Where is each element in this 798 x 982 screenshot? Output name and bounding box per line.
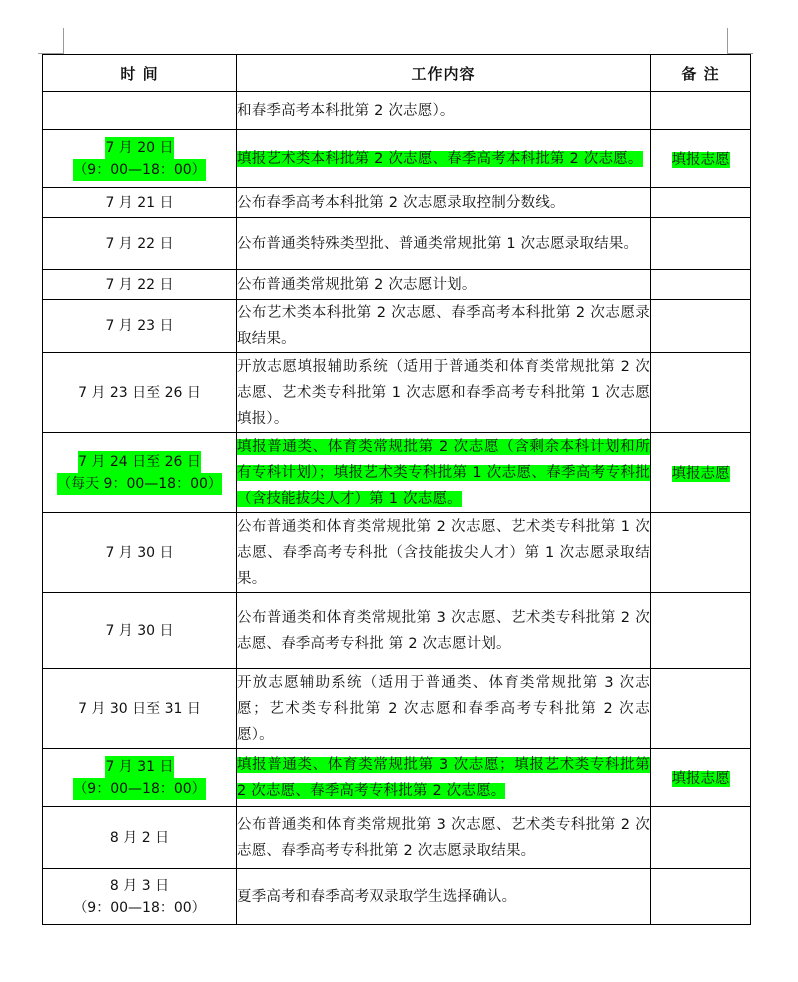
time-text: 8 月 3 日	[109, 877, 170, 894]
note-cell	[651, 593, 751, 669]
content-text: 公布普通类特殊类型批、普通类常规批第 1 次志愿录取结果。	[237, 235, 639, 252]
time-text: 7 月 21 日	[105, 194, 174, 211]
time-text: 7 月 22 日	[105, 276, 174, 293]
time-text: 7 月 22 日	[105, 235, 174, 252]
header-time: 时 间	[43, 55, 237, 92]
time-cell	[43, 669, 237, 749]
schedule-table	[42, 54, 751, 925]
content-text: 公布普通类和体育类常规批第 2 次志愿、艺术类专科批第 1 次志愿、春季高考专科批（含技能拔尖人才）第 1 次志愿录取结果。	[237, 518, 650, 587]
time-cell	[43, 593, 237, 669]
time-text: 7 月 30 日	[105, 544, 174, 561]
time-text: （9：00—18：00）	[73, 159, 205, 181]
time-text: 7 月 30 日	[105, 622, 174, 639]
table-row	[43, 749, 751, 807]
time-cell	[43, 433, 237, 513]
table-row	[43, 188, 751, 218]
time-text: 7 月 23 日	[105, 318, 174, 334]
content-cell	[237, 353, 651, 433]
time-cell	[43, 869, 237, 925]
note-text: 填报志愿	[671, 466, 730, 482]
content-cell	[237, 513, 651, 593]
content-text: 公布普通类和体育类常规批第 3 次志愿、艺术类专科批第 2 次志愿、春季高考专科批第 2 次志愿录取结果。	[237, 816, 650, 859]
content-text: 公布普通类和体育类常规批第 3 次志愿、艺术类专科批第 2 次志愿、春季高考专科批 第 2 次志愿计划。	[237, 609, 650, 652]
note-cell	[651, 130, 751, 188]
content-text: 填报普通类、体育类常规批第 2 次志愿（含剩余本科计划和所有专科计划）；填报艺术类专科批第 1 次志愿、春季高考专科批（含技能拔尖人才）第 1 次志愿。	[237, 438, 650, 507]
content-text: 填报艺术类本科批第 2 次志愿、春季高考本科批第 2 次志愿。	[237, 150, 643, 167]
header-content: 工作内容	[237, 55, 651, 92]
time-text: 7 月 31 日	[105, 756, 173, 778]
note-cell	[651, 300, 751, 353]
content-text: 公布春季高考本科批第 2 次志愿录取控制分数线。	[237, 194, 565, 211]
note-cell	[651, 869, 751, 925]
time-cell	[43, 270, 237, 300]
note-cell	[651, 353, 751, 433]
table-row	[43, 270, 751, 300]
note-text: 填报志愿	[671, 152, 730, 168]
time-text: 7 月 20 日	[105, 137, 173, 159]
note-cell	[651, 433, 751, 513]
time-text: （9：00—18：00）	[73, 778, 205, 800]
content-cell	[237, 188, 651, 218]
content-cell	[237, 218, 651, 270]
note-cell	[651, 188, 751, 218]
table-row	[43, 92, 751, 130]
table-row	[43, 433, 751, 513]
note-cell	[651, 270, 751, 300]
note-cell	[651, 218, 751, 270]
content-text: 和春季高考本科批第 2 次志愿）。	[237, 102, 455, 119]
time-cell	[43, 807, 237, 869]
content-text: 夏季高考和春季高考双录取学生选择确认。	[237, 888, 517, 905]
content-text: 开放志愿填报辅助系统（适用于普通类和体育类常规批第 2 次志愿、艺术类专科批第 1 次志愿和春季高考专科批第 1 次志愿填报）。	[237, 358, 650, 427]
time-cell	[43, 92, 237, 130]
time-text: 7 月 30 日至 31 日	[78, 700, 201, 717]
content-cell	[237, 807, 651, 869]
time-text: 8 月 2 日	[109, 829, 170, 846]
content-text: 开放志愿辅助系统（适用于普通类、体育类常规批第 3 次志愿；艺术类专科批第 2 次志愿和春季高考专科批第 2 次志愿）。	[237, 674, 650, 743]
crop-mark-top-left-vertical	[63, 28, 64, 54]
note-cell	[651, 92, 751, 130]
time-text: （9：00—18：00）	[73, 899, 206, 916]
note-cell	[651, 749, 751, 807]
time-text: 7 月 24 日至 26 日	[78, 451, 201, 473]
content-text: 公布普通类常规批第 2 次志愿计划。	[237, 276, 477, 293]
content-cell	[237, 749, 651, 807]
table-row	[43, 300, 751, 353]
content-cell	[237, 433, 651, 513]
time-cell	[43, 300, 237, 353]
table-row	[43, 807, 751, 869]
table-row	[43, 130, 751, 188]
time-cell	[43, 353, 237, 433]
table-row	[43, 869, 751, 925]
content-cell	[237, 130, 651, 188]
content-cell	[237, 300, 651, 353]
table-row	[43, 353, 751, 433]
table-body	[43, 92, 751, 925]
time-cell	[43, 130, 237, 188]
note-cell	[651, 513, 751, 593]
time-cell	[43, 513, 237, 593]
content-cell	[237, 593, 651, 669]
table-row	[43, 513, 751, 593]
table-row	[43, 669, 751, 749]
note-cell	[651, 807, 751, 869]
content-cell	[237, 92, 651, 130]
table-row	[43, 218, 751, 270]
time-cell	[43, 188, 237, 218]
content-cell	[237, 270, 651, 300]
note-text: 填报志愿	[671, 771, 730, 787]
note-cell	[651, 669, 751, 749]
content-text: 填报普通类、体育类常规批第 3 次志愿；填报艺术类专科批第 2 次志愿、春季高考专科批第 2 次志愿。	[237, 756, 650, 799]
table-row	[43, 593, 751, 669]
content-cell	[237, 669, 651, 749]
time-cell	[43, 218, 237, 270]
crop-mark-top-right-vertical	[727, 28, 728, 54]
time-text: （每天 9：00—18：00）	[57, 473, 222, 495]
table-header-row	[43, 55, 751, 92]
time-text: 7 月 23 日至 26 日	[78, 384, 201, 401]
header-note: 备 注	[651, 55, 751, 92]
content-cell	[237, 869, 651, 925]
time-cell	[43, 749, 237, 807]
content-text: 公布艺术类本科批第 2 次志愿、春季高考本科批第 2 次志愿录取结果。	[237, 305, 650, 347]
